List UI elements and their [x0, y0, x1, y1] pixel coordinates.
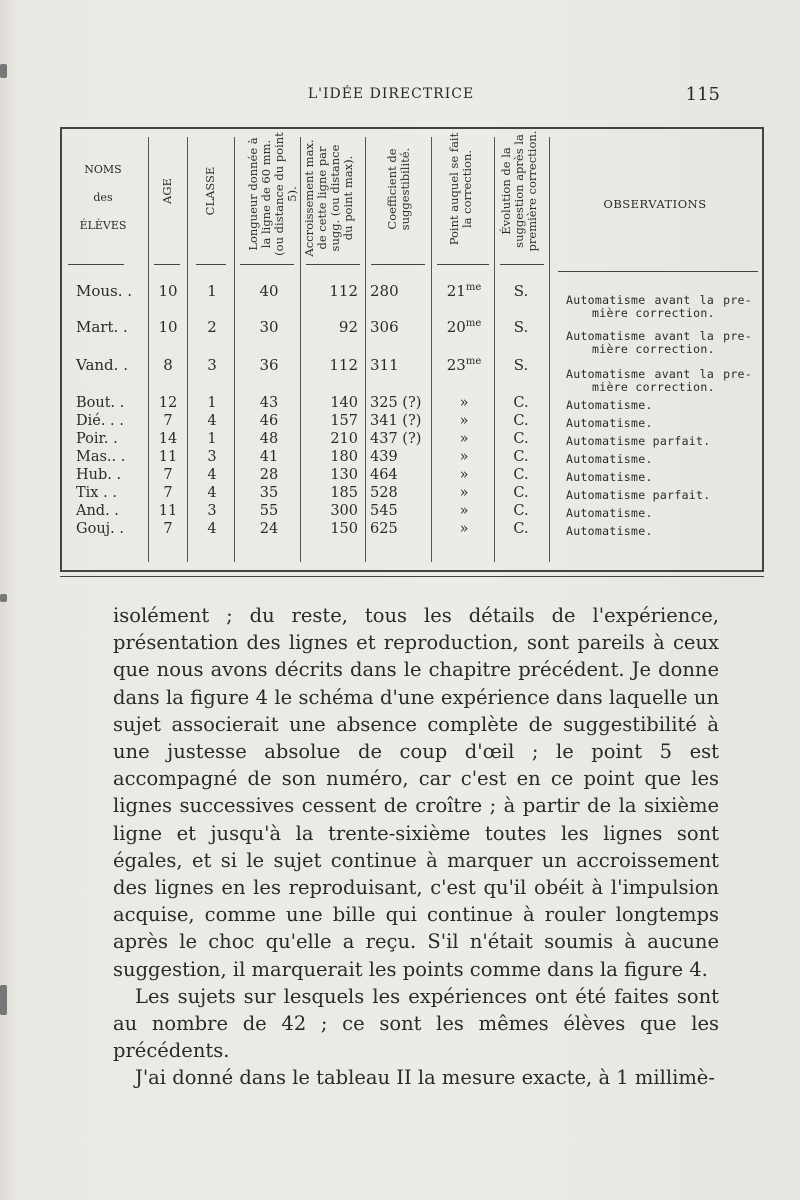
cell-coefficient: 528 [370, 485, 398, 501]
cell-longueur: 41 [259, 449, 279, 465]
cell-accroissement: 180 [330, 449, 358, 465]
cell-classe: 3 [207, 356, 217, 374]
cell-longueur: 24 [259, 521, 279, 537]
paragraph: isolément ; du reste, tous les détails de l'expérience, présentation des lignes et reproduction, sont pareils à ceux que nous avons décrits dans le chapitre précédent. Je donne dans la figure 4 le schéma d'une expérience dans laquelle un sujet associerait une absence complète de suggestibilité à une justesse absolue de coup d'œil ; le point 5 est accompagné de son numéro, car c'est en ce point que les lignes successives cessent de croître ; à partir de la sixième ligne et jusqu'à la trente-sixième toutes les lignes sont égales, et si le sujet continue à marquer un accroissement des lignes en les reproduisant, c'est qu'il obéit à l'impulsion acquise, comme une bille qui continue à rouler longtemps après le choc qu'elle a reçu. S'il n'était soumis à aucune suggestion, il marquerait les points comme dans la figure 4. [113, 604, 719, 981]
cell-longueur: 46 [259, 413, 279, 429]
header-title: L'IDÉE DIRECTRICE [307, 86, 475, 102]
cell-longueur: 30 [259, 318, 279, 336]
cell-coefficient: 464 [370, 467, 398, 483]
running-header [60, 86, 722, 108]
cell-coefficient: 311 [370, 356, 399, 374]
cell-coefficient: 625 [370, 521, 398, 537]
cell-name: Bout. . [76, 395, 125, 411]
body-text [113, 602, 719, 1092]
cell-accroissement: 140 [330, 395, 358, 411]
header-classe: CLASSE [203, 166, 217, 216]
cell-point: $23^{me}$ [446, 356, 482, 374]
observation-line: Automatisme. [566, 398, 653, 412]
page-number: 115 [685, 84, 720, 105]
cell-coefficient: 341 (?) [370, 413, 422, 429]
cell-coefficient: 439 [370, 449, 398, 465]
observation-line: Automatisme parfait. [566, 488, 711, 502]
cell-evolution: C. [513, 413, 529, 429]
observation-line: Automatisme. [566, 524, 653, 538]
observation-line: Automatisme avant la pre- [566, 293, 752, 307]
cell-observations [566, 417, 762, 430]
cell-point: » [459, 413, 469, 429]
header-coefficient: Coefficient de suggestibilité. [385, 147, 412, 231]
cell-point: » [459, 485, 469, 501]
cell-name: Mas.. . [76, 449, 126, 465]
cell-age: 11 [158, 503, 178, 519]
cell-observations [566, 294, 762, 320]
cell-observations [566, 435, 762, 448]
cell-name: Poir. . [76, 431, 118, 447]
cell-longueur: 35 [259, 485, 279, 501]
cell-classe: 1 [207, 431, 217, 447]
observation-line: mière correction. [592, 306, 715, 320]
cell-classe: 3 [207, 503, 217, 519]
observation-line: mière correction. [592, 380, 715, 394]
cell-coefficient: 325 (?) [370, 395, 422, 411]
cell-point: » [459, 431, 469, 447]
paragraph: Les sujets sur lesquels les expériences ont été faites sont au nombre de 42 ; ce sont les mêmes élèves que les précédents. [113, 984, 719, 1063]
cell-evolution: C. [513, 467, 529, 483]
header-observations: OBSERVATIONS [603, 197, 707, 211]
cell-evolution: S. [513, 282, 529, 300]
header-point: Point auquel se fait la correction. [447, 132, 474, 246]
cell-classe: 4 [207, 467, 217, 483]
cell-observations [566, 507, 762, 520]
cell-age: 7 [163, 485, 173, 501]
cell-longueur: 28 [259, 467, 279, 483]
cell-age: 11 [158, 449, 178, 465]
cell-evolution: S. [513, 318, 529, 336]
cell-age: 8 [163, 356, 173, 374]
observation-line: mière correction. [592, 342, 715, 356]
cell-longueur: 48 [259, 431, 279, 447]
cell-observations [566, 330, 762, 356]
cell-coefficient: 437 (?) [370, 431, 422, 447]
cell-longueur: 43 [259, 395, 279, 411]
paragraph: J'ai donné dans le tableau II la mesure exacte, à 1 millimè- [135, 1066, 715, 1090]
cell-accroissement: 157 [330, 413, 358, 429]
cell-accroissement: 300 [330, 503, 358, 519]
cell-observations [566, 525, 762, 538]
cell-longueur: 55 [259, 503, 279, 519]
cell-age: 7 [163, 413, 173, 429]
observation-line: Automatisme avant la pre- [566, 367, 752, 381]
cell-classe: 1 [207, 395, 217, 411]
cell-observations [566, 471, 762, 484]
header-noms: NOMS des ÉLÈVES [79, 163, 127, 232]
cell-name: Mous. . [76, 282, 133, 300]
cell-longueur: 40 [259, 282, 279, 300]
cell-coefficient: 545 [370, 503, 398, 519]
cell-name: Vand. . [76, 356, 128, 374]
cell-classe: 4 [207, 521, 217, 537]
observation-line: Automatisme avant la pre- [566, 329, 752, 343]
observation-line: Automatisme. [566, 416, 653, 430]
cell-age: 10 [158, 318, 178, 336]
cell-evolution: C. [513, 485, 529, 501]
cell-observations [566, 368, 762, 394]
cell-accroissement: 150 [330, 521, 358, 537]
cell-age: 7 [163, 521, 173, 537]
header-evolution: Évolution de la suggestion après la première correction. [499, 130, 539, 252]
observation-line: Automatisme. [566, 452, 653, 466]
header-age: AGE [160, 178, 174, 204]
cell-observations [566, 489, 762, 502]
cell-point: $21^{me}$ [446, 282, 482, 300]
cell-evolution: C. [513, 449, 529, 465]
cell-coefficient: 306 [370, 318, 399, 336]
cell-evolution: S. [513, 356, 529, 374]
cell-point: » [459, 467, 469, 483]
header-accroissement: Accroissement max. de cette ligne par sugg. (ou distance du point max). [302, 139, 355, 257]
page-edge-mark [0, 594, 7, 602]
cell-accroissement: 112 [329, 356, 358, 374]
cell-point: $20^{me}$ [446, 318, 482, 336]
cell-evolution: C. [513, 521, 529, 537]
cell-point: » [459, 521, 469, 537]
cell-accroissement: 185 [330, 485, 358, 501]
cell-evolution: C. [513, 395, 529, 411]
page-edge-mark [0, 64, 7, 78]
observation-line: Automatisme. [566, 506, 653, 520]
cell-evolution: C. [513, 503, 529, 519]
cell-accroissement: 210 [330, 431, 358, 447]
cell-age: 10 [158, 282, 178, 300]
cell-classe: 4 [207, 413, 217, 429]
cell-accroissement: 112 [329, 282, 358, 300]
cell-observations [566, 399, 762, 412]
cell-accroissement: 92 [338, 318, 358, 336]
page-edge-mark [0, 985, 7, 1015]
cell-name: And. . [76, 503, 119, 519]
cell-classe: 3 [207, 449, 217, 465]
cell-name: Dié. . . [76, 413, 124, 429]
cell-classe: 2 [207, 318, 217, 336]
observation-line: Automatisme. [566, 470, 653, 484]
cell-longueur: 36 [259, 356, 279, 374]
cell-age: 7 [163, 467, 173, 483]
cell-name: Tix . . [76, 485, 117, 501]
cell-age: 14 [158, 431, 178, 447]
cell-observations [566, 453, 762, 466]
cell-point: » [459, 503, 469, 519]
cell-evolution: C. [513, 431, 529, 447]
cell-accroissement: 130 [330, 467, 358, 483]
observation-line: Automatisme parfait. [566, 434, 711, 448]
cell-point: » [459, 449, 469, 465]
cell-classe: 1 [207, 282, 217, 300]
cell-name: Mart. . [76, 318, 128, 336]
cell-point: » [459, 395, 469, 411]
header-longueur: Longueur donnée à la ligne de 60 mm. (ou distance du point 5). [246, 132, 299, 256]
cell-name: Hub. . [76, 467, 122, 483]
cell-name: Gouj. . [76, 521, 124, 537]
cell-age: 12 [158, 395, 178, 411]
cell-coefficient: 280 [370, 282, 399, 300]
cell-classe: 4 [207, 485, 217, 501]
data-table [60, 127, 764, 572]
